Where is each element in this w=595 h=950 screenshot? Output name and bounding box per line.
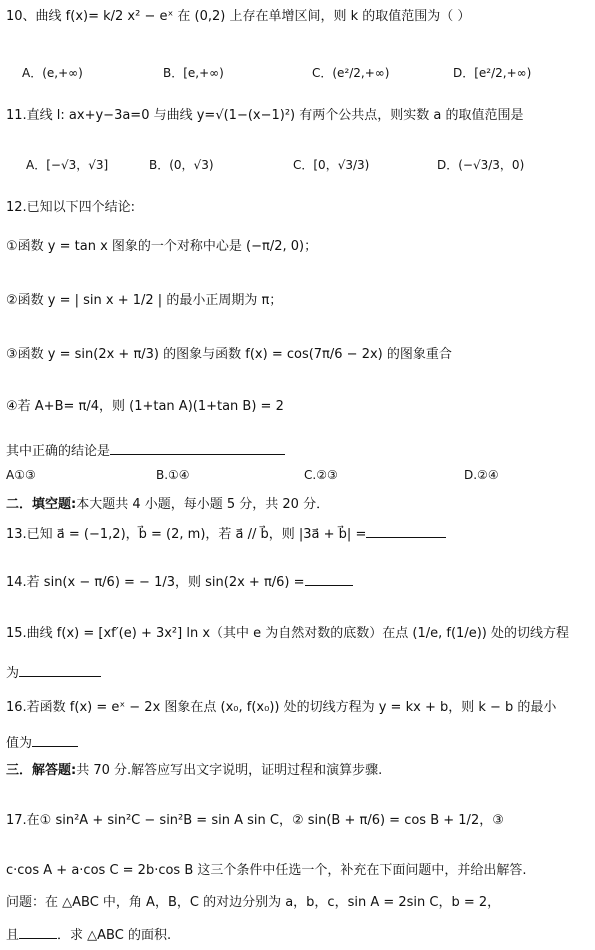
section-3-title: 三．解答题:	[6, 763, 77, 778]
q17-line-3: 问题：在 △ABC 中，角 A，B，C 的对边分别为 a，b，c，sin A = 2sin C，b = 2，	[6, 895, 501, 910]
q12-option-b: B.①④	[156, 468, 190, 482]
q13-answer-blank	[366, 524, 446, 538]
q12-option-c: C.②③	[304, 468, 338, 482]
q17-text-end: ．求 △ABC 的面积.	[57, 928, 172, 943]
q12-statement-1: ①函数 y = tan x 图象的一个对称中心是 (−π/2, 0)；	[6, 239, 318, 254]
q10-stem: 10、曲线 f(x)= k/2 x² − eˣ 在 (0,2) 上存在单增区间，则 k 的取值范围为（ ）	[6, 9, 471, 24]
q17-line-2: c·cos A + a·cos C = 2b·cos B 这三个条件中任选一个，补充在下面问题中，并给出解答.	[6, 863, 527, 878]
q10-option-c: C．(e²/2,+∞)	[312, 66, 390, 80]
q15-line-1: 15.曲线 f(x) = [xf′(e) + 3x²] ln x（其中 e 为自然对数的底数）在点 (1/e, f(1/e)) 处的切线方程	[6, 626, 569, 641]
q17-answer-blank	[19, 925, 57, 939]
q15-text-end: 为	[6, 666, 20, 681]
q10-option-b: B．[e,+∞)	[163, 66, 224, 80]
q12-statement-4: ④若 A+B= π/4，则 (1+tan A)(1+tan B) = 2	[6, 399, 284, 414]
q16-line-2	[6, 733, 78, 753]
q13-text: 13.已知 a⃗ = (−1,2)，b⃗ = (2, m)，若 a⃗ // b⃗，则 |3a⃗ + b⃗| =	[6, 527, 367, 542]
q12-statement-3: ③函数 y = sin(2x + π/3) 的图象与函数 f(x) = cos(7π/6 − 2x) 的图象重合	[6, 347, 452, 362]
q12-statement-2: ②函数 y = | sin x + 1/2 | 的最小正周期为 π；	[6, 293, 283, 308]
q10-option-d: D．[e²/2,+∞)	[453, 66, 532, 80]
q12-stem: 12.已知以下四个结论:	[6, 200, 136, 215]
section-3-header	[6, 762, 382, 780]
q14-text: 14.若 sin(x − π/6) = − 1/3，则 sin(2x + π/6) =	[6, 575, 305, 590]
q12-question	[6, 441, 285, 461]
section-3-description: 共 70 分.解答应写出文字说明，证明过程和演算步骤.	[76, 763, 383, 778]
q17-line-4	[6, 925, 171, 945]
q14-answer-blank	[305, 572, 353, 586]
q14-line	[6, 572, 353, 592]
q12-option-d: D.②④	[464, 468, 499, 482]
q12-option-a: A①③	[6, 468, 36, 482]
q11-option-c: C．[0，√3/3)	[293, 158, 370, 172]
q12-ask: 其中正确的结论是	[6, 444, 111, 459]
q12-answer-blank	[110, 441, 285, 455]
q16-answer-blank	[32, 733, 78, 747]
q10-option-a: A．(e,+∞)	[22, 66, 83, 80]
q11-stem: 11.直线 l: ax+y−3a=0 与曲线 y=√(1−(x−1)²) 有两个公共点，则实数 a 的取值范围是	[6, 108, 524, 123]
q11-option-b: B．(0，√3)	[149, 158, 214, 172]
section-2-header	[6, 496, 329, 514]
section-2-description: 本大题共 4 小题，每小题 5 分，共 20 分．	[76, 497, 330, 512]
q11-option-d: D．(−√3/3，0)	[437, 158, 525, 172]
q15-line-2	[6, 663, 101, 683]
q15-answer-blank	[19, 663, 101, 677]
section-2-title: 二．填空题:	[6, 497, 77, 512]
q11-option-a: A．[−√3，√3]	[26, 158, 109, 172]
q16-text-end: 值为	[6, 736, 33, 751]
q17-line-1: 17.在① sin²A + sin²C − sin²B = sin A sin C，② sin(B + π/6) = cos B + 1/2，③	[6, 813, 504, 828]
q17-text-start: 且	[6, 928, 20, 943]
q16-line-1: 16.若函数 f(x) = eˣ − 2x 图象在点 (x₀, f(x₀)) 处的切线方程为 y = kx + b，则 k − b 的最小	[6, 700, 557, 715]
q13-line	[6, 524, 446, 544]
